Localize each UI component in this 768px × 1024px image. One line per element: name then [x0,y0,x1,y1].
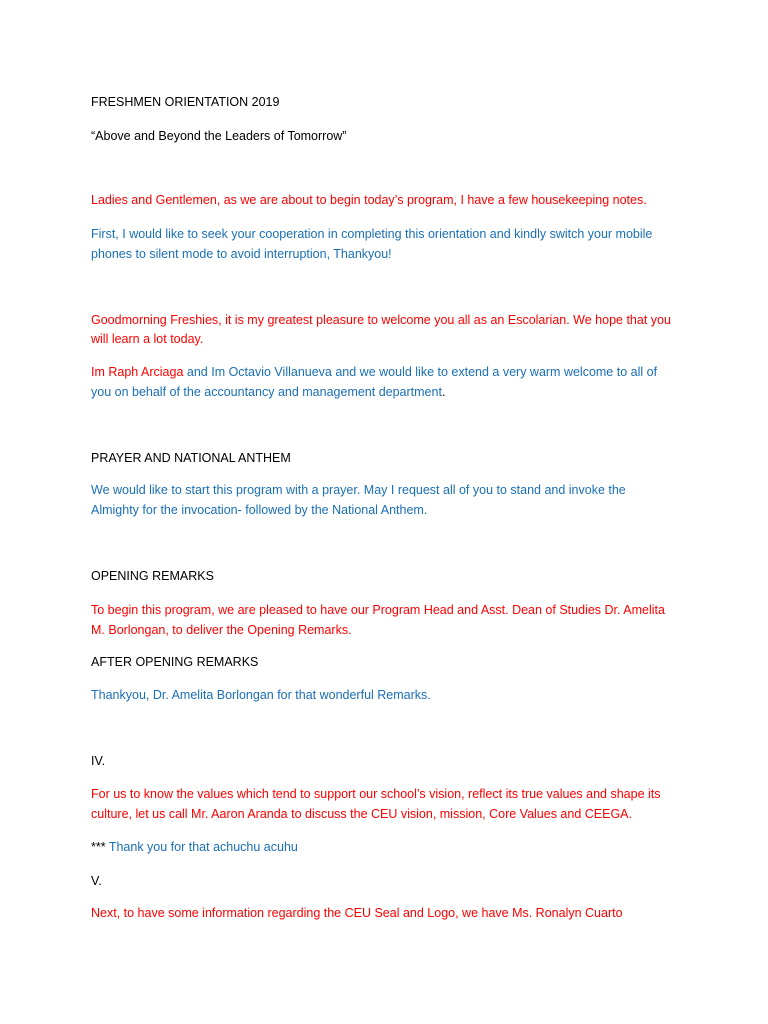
intro-line-2 [91,382,691,402]
thanks-line [91,837,691,857]
section-v-heading: V. [91,874,102,888]
intro-host-name-red: Im Raph Arciaga [91,365,184,379]
housekeeping-line-2b: phones to silent mode to avoid interruption, Thankyou! [91,247,392,261]
values-line-b: culture, let us call Mr. Aaron Aranda to discuss the CEU vision, mission, Core Values and CEEGA. [91,807,632,821]
opening-remarks-heading: OPENING REMARKS [91,569,214,583]
thanks-text: Thank you for that achuchu acuhu [105,840,298,854]
prayer-line-b: Almighty for the invocation- followed by the National Anthem. [91,503,428,517]
housekeeping-line-1: Ladies and Gentlemen, as we are about to begin today’s program, I have a few housekeeping notes. [91,193,647,207]
housekeeping-line-2a: First, I would like to seek your cooperation in completing this orientation and kindly switch your mobile [91,227,653,241]
section-iv-heading: IV. [91,754,106,768]
seal-logo-line: Next, to have some information regarding the CEU Seal and Logo, we have Ms. Ronalyn Cuarto [91,906,623,920]
document-theme: “Above and Beyond the Leaders of Tomorrow” [91,129,347,143]
intro-line-1 [91,362,691,382]
prayer-line-a: We would like to start this program with a prayer. May I request all of you to stand and invoke the [91,483,626,497]
thanks-stars: *** [91,840,106,854]
after-opening-heading: AFTER OPENING REMARKS [91,655,259,669]
document-title: FRESHMEN ORIENTATION 2019 [91,95,280,109]
welcome-line-b: will learn a lot today. [91,332,204,346]
opening-remarks-line-b: M. Borlongan, to deliver the Opening Remarks. [91,623,352,637]
values-line-a: For us to know the values which tend to support our school’s vision, reflect its true values and shape its [91,787,661,801]
opening-remarks-line-a: To begin this program, we are pleased to have our Program Head and Asst. Dean of Studies Dr. Amelita [91,603,665,617]
intro-department-text: you on behalf of the accountancy and management department [91,385,442,399]
prayer-heading: PRAYER AND NATIONAL ANTHEM [91,451,291,465]
intro-host-text-blue: and Im Octavio Villanueva and we would like to extend a very warm welcome to all of [183,365,658,379]
after-opening-line: Thankyou, Dr. Amelita Borlongan for that wonderful Remarks. [91,688,431,702]
intro-period: . [441,385,446,399]
welcome-line-a: Goodmorning Freshies, it is my greatest pleasure to welcome you all as an Escolarian. We hope that you [91,313,671,327]
